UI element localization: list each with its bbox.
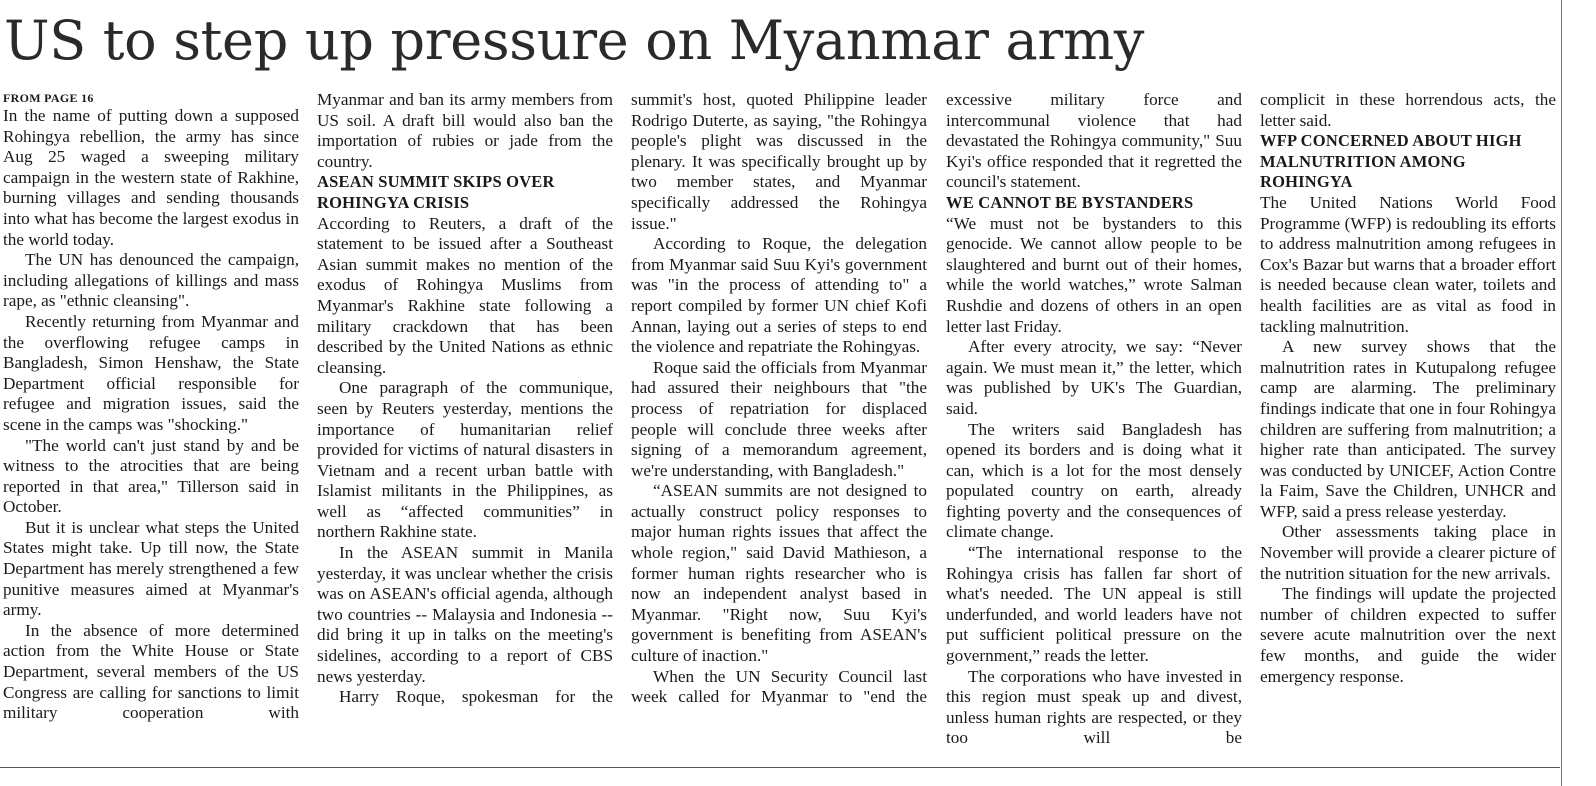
paragraph: When the UN Security Council last week called for Myanmar to "end the — [631, 666, 927, 707]
page-edge-rule — [1561, 0, 1562, 786]
paragraph: Myanmar and ban its army members from US soil. A draft bill would also ban the importation of rubies or jade from the country. — [317, 90, 613, 171]
paragraph: One paragraph of the communique, seen by Reuters yesterday, mentions the importance of humanitarian relief provided for victims of natural disasters in Vietnam and a recent urban battle with Islamist militants in the Philippines, as well as “affected communities” in northern Rakhine state. — [317, 378, 613, 542]
column-4 — [946, 90, 1242, 749]
paragraph: “The international response to the Rohingya crisis has fallen far short of what's needed. The UN appeal is still underfunded, and world leaders have not put sufficient political pressure on the government,” reads the letter. — [946, 543, 1242, 666]
column-3 — [631, 90, 927, 708]
paragraph: The findings will update the projected number of children expected to suffer severe acute malnutrition over the next few months, and guide the wider emergency response. — [1260, 584, 1556, 686]
paragraph: The corporations who have invested in this region must speak up and divest, unless human rights are respected, or they too will be — [946, 666, 1242, 748]
paragraph: In the name of putting down a supposed Rohingya rebellion, the army has since Aug 25 waged a sweeping military campaign in the western state of Rakhine, burning villages and sending thousands into what has become the largest exodus in the world today. — [3, 106, 299, 249]
paragraph: After every atrocity, we say: “Never again. We must mean it,” the letter, which was published by UK's The Guardian, said. — [946, 337, 1242, 418]
paragraph: In the absence of more determined action from the White House or State Department, several members of the US Congress are calling for sanctions to limit military cooperation with — [3, 620, 299, 723]
continued-from-label: FROM PAGE 16 — [3, 91, 94, 105]
column-2 — [317, 90, 613, 708]
paragraph: According to Roque, the delegation from Myanmar said Suu Kyi's government was "in the process of attending to" a report compiled by former UN chief Kofi Annan, laying out a series of steps to end the violence and repatriate the Rohingyas. — [631, 234, 927, 357]
paragraph: "The world can't just stand by and be witness to the atrocities that are being reported in that area," Tillerson said in October. — [3, 435, 299, 517]
paragraph: The writers said Bangladesh has opened its borders and is doing what it can, which is a lot for the most densely populated country on earth, already fighting poverty and the consequences of climate change. — [946, 419, 1242, 542]
column-5 — [1260, 90, 1556, 687]
subheading: WFP CONCERNED ABOUT HIGH MALNUTRITION AMONG ROHINGYA — [1260, 131, 1522, 192]
paragraph: Other assessments taking place in November will provide a clearer picture of the nutrition situation for the new arrivals. — [1260, 522, 1556, 583]
paragraph: A new survey shows that the malnutrition rates in Kutupalong refugee camp are alarming. The preliminary findings indicate that one in four Rohingya children are suffering from malnutrition; a higher rate than anticipated. The survey was conducted by UNICEF, Action Contre la Faim, Save the Children, UNHCR and WFP, said a press release yesterday. — [1260, 337, 1556, 521]
subheading: WE CANNOT BE BYSTANDERS — [946, 192, 1194, 212]
paragraph: excessive military force and intercommunal violence that had devastated the Rohingya community," Suu Kyi's office responded that it regretted the council's statement. — [946, 90, 1242, 192]
paragraph: “ASEAN summits are not designed to actually construct policy responses to major human rights issues that affect the whole region," said David Mathieson, a former human rights researcher who is now an independent analyst based in Myanmar. "Right now, Suu Kyi's government is benefiting from ASEAN's culture of inaction." — [631, 481, 927, 666]
headline: US to step up pressure on Myanmar army — [4, 9, 1145, 72]
paragraph: Harry Roque, spokesman for the — [339, 687, 613, 707]
paragraph: According to Reuters, a draft of the statement to be issued after a Southeast Asian summit makes no mention of the exodus of Rohingya Muslims from Myanmar's Rakhine state following a military crackdown that has been described by the United Nations as ethnic cleansing. — [317, 213, 613, 377]
paragraph: But it is unclear what steps the United States might take. Up till now, the State Department has merely strengthened a few punitive measures aimed at Myanmar's army. — [3, 517, 299, 620]
paragraph: summit's host, quoted Philippine leader Rodrigo Duterte, as saying, "the Rohingya people's plight was discussed in the plenary. It was specifically brought up by two member states, and Myanmar specifically addressed the Rohingya issue." — [631, 90, 927, 233]
paragraph: complicit in these horrendous acts, the letter said. — [1260, 90, 1556, 130]
bottom-rule — [0, 767, 1560, 768]
paragraph: In the ASEAN summit in Manila yesterday, it was unclear whether the crisis was on ASEAN's official agenda, although two countries -- Malaysia and Indonesia -- did bring it up in talks on the meeting's sidelines, according to a report of CBS news yesterday. — [317, 543, 613, 686]
paragraph: “We must not be bystanders to this genocide. We cannot allow people to be slaughtered and burnt out of their homes, while the world watches,” wrote Salman Rushdie and dozens of others in an open letter last Friday. — [946, 213, 1242, 336]
paragraph: Roque said the officials from Myanmar had assured their neighbours that "the process of repatriation for displaced people will conclude three weeks after signing of a memorandum agreement, we're understanding, with Bangladesh." — [631, 357, 927, 480]
column-1 — [3, 90, 299, 724]
paragraph: Recently returning from Myanmar and the overflowing refugee camps in Bangladesh, Simon Henshaw, the State Department official responsible for refugee and migration issues, said the scene in the camps was "shocking." — [3, 311, 299, 434]
subheading: ASEAN SUMMIT SKIPS OVER ROHINGYA CRISIS — [317, 172, 555, 212]
paragraph: The UN has denounced the campaign, including allegations of killings and mass rape, as "ethnic cleansing". — [3, 250, 299, 311]
paragraph: The United Nations World Food Programme (WFP) is redoubling its efforts to address malnutrition among refugees in Cox's Bazar but warns that a broader effort is needed because clean water, toilets and health facilities are as vital as food in tackling malnutrition. — [1260, 192, 1556, 336]
